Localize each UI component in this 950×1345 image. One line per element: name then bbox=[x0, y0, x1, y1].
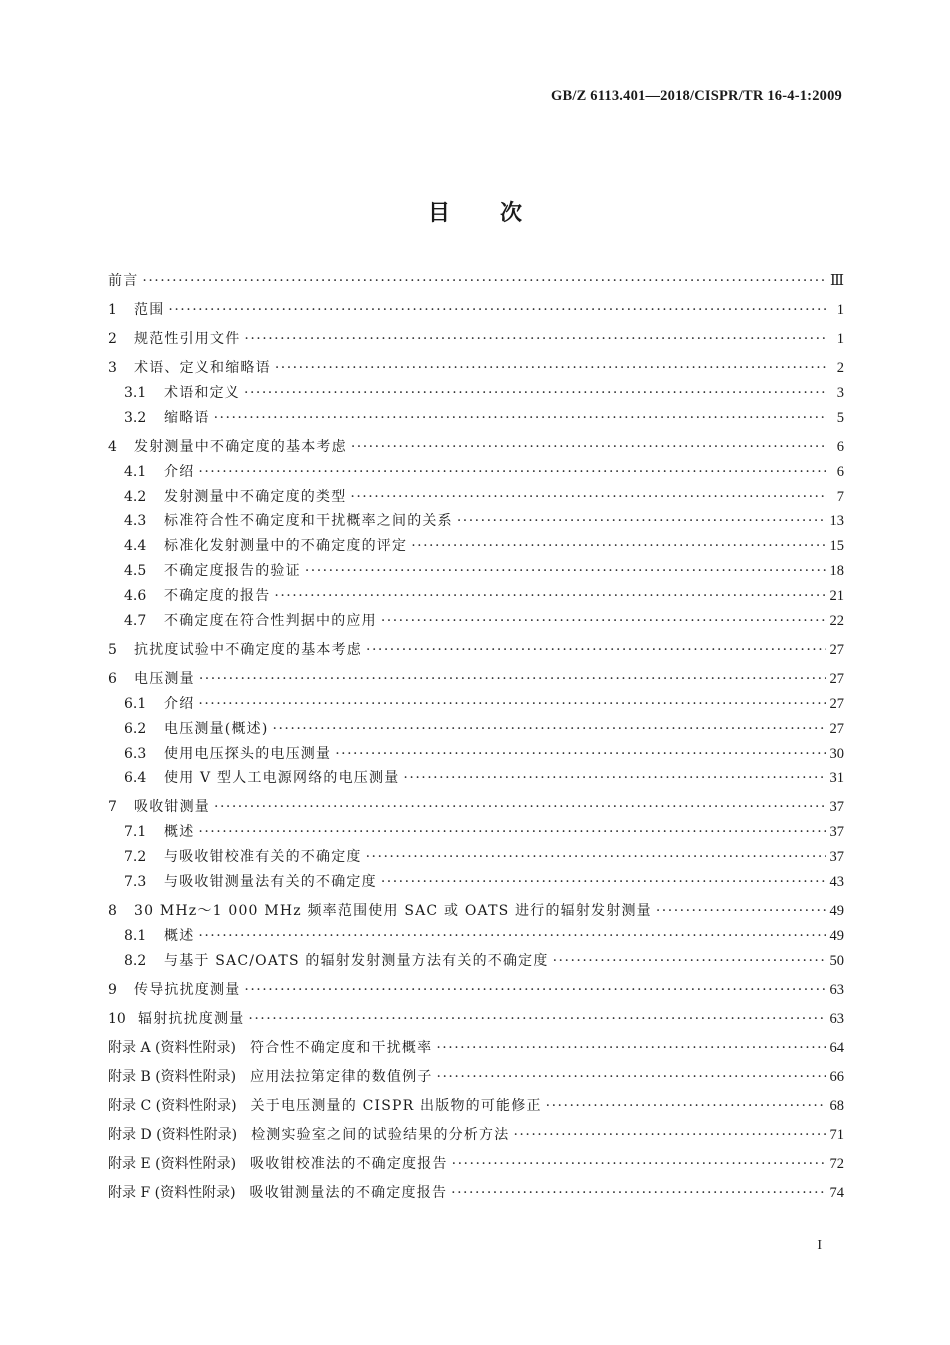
toc-entry-page: 37 bbox=[829, 849, 844, 866]
toc-entry-page: 1 bbox=[836, 301, 844, 318]
toc-entry-title: 电压测量 bbox=[134, 670, 195, 687]
toc-entry-number: 附录 F (资料性附录) bbox=[108, 1184, 236, 1201]
toc-leader-dots bbox=[335, 746, 825, 762]
toc-entry-number: 3 bbox=[108, 359, 117, 376]
toc-leader-dots bbox=[244, 385, 826, 401]
toc-entry-page: 63 bbox=[829, 1010, 844, 1027]
toc-entry-number: 4.3 bbox=[124, 513, 147, 530]
toc-entry-number: 附录 B (资料性附录) bbox=[108, 1068, 237, 1085]
toc-entry-title: 关于电压测量的 CISPR 出版物的可能修正 bbox=[250, 1097, 542, 1114]
toc-entry[interactable] bbox=[108, 693, 844, 718]
toc-entry-number: 6.3 bbox=[124, 745, 147, 762]
title-char-2: 次 bbox=[500, 201, 523, 226]
toc-entry-number: 附录 C (资料性附录) bbox=[108, 1097, 237, 1114]
toc-entry-number: 4.4 bbox=[124, 538, 147, 555]
toc-entry[interactable] bbox=[108, 436, 844, 461]
toc-entry-title: 术语和定义 bbox=[164, 384, 240, 401]
toc-entry-number: 6.2 bbox=[124, 720, 147, 737]
toc-entry[interactable] bbox=[108, 1037, 844, 1062]
toc-entry[interactable] bbox=[108, 796, 844, 821]
toc-entry-page: 6 bbox=[836, 463, 844, 480]
toc-entry-number: 6.4 bbox=[124, 770, 147, 787]
toc-entry-page: 43 bbox=[829, 874, 844, 891]
toc-entry-title: 传导抗扰度测量 bbox=[134, 981, 241, 998]
toc-leader-dots bbox=[244, 982, 825, 998]
toc-entry[interactable] bbox=[108, 1182, 844, 1207]
toc-entry[interactable] bbox=[108, 1124, 844, 1149]
toc-entry-number: 6.1 bbox=[124, 695, 147, 712]
toc-leader-dots bbox=[553, 953, 826, 969]
toc-leader-dots bbox=[168, 302, 826, 318]
toc-entry[interactable] bbox=[108, 900, 844, 925]
toc-entry[interactable] bbox=[108, 1066, 844, 1091]
toc-entry-number: 4.2 bbox=[124, 488, 147, 505]
toc-leader-dots bbox=[513, 1127, 825, 1143]
toc-entry[interactable] bbox=[108, 270, 844, 295]
toc-leader-dots bbox=[546, 1098, 826, 1114]
toc-entry-page: 72 bbox=[829, 1155, 844, 1172]
toc-entry-page: 49 bbox=[829, 903, 844, 920]
toc-entry-title: 发射测量中不确定度的类型 bbox=[164, 488, 347, 505]
toc-entry-page: 3 bbox=[836, 384, 844, 401]
toc-entry-title: 范围 bbox=[134, 301, 165, 318]
toc-entry-number: 4.6 bbox=[124, 588, 147, 605]
toc-entry-title: 标准符合性不确定度和干扰概率之间的关系 bbox=[164, 513, 453, 530]
toc-leader-dots bbox=[457, 513, 826, 529]
toc-entry-page: 18 bbox=[829, 563, 844, 580]
toc-entry[interactable] bbox=[108, 979, 844, 1004]
toc-entry-page: 64 bbox=[829, 1039, 844, 1056]
page-title bbox=[0, 196, 950, 227]
toc-leader-dots bbox=[656, 903, 826, 919]
toc-entry-title: 规范性引用文件 bbox=[134, 330, 241, 347]
toc-entry-page: 15 bbox=[829, 538, 844, 555]
toc-leader-dots bbox=[244, 331, 826, 347]
toc-entry-title: 30 MHz～1 000 MHz 频率范围使用 SAC 或 OATS 进行的辐射发射测量 bbox=[134, 903, 652, 920]
toc-entry-page: 27 bbox=[829, 695, 844, 712]
toc-entry-title: 不确定度的报告 bbox=[164, 588, 271, 605]
toc-entry[interactable] bbox=[108, 718, 844, 743]
toc-entry-number: 7.2 bbox=[124, 849, 147, 866]
toc-entry-page: 63 bbox=[829, 981, 844, 998]
toc-leader-dots bbox=[381, 613, 826, 629]
toc-entry-number: 7.3 bbox=[124, 874, 147, 891]
toc-leader-dots bbox=[366, 642, 826, 658]
toc-entry-title: 符合性不确定度和干扰概率 bbox=[249, 1039, 433, 1056]
toc-leader-dots bbox=[351, 439, 826, 455]
toc-entry-page: 31 bbox=[829, 770, 844, 787]
toc-leader-dots bbox=[214, 799, 826, 815]
toc-entry-number: 8.1 bbox=[124, 928, 147, 945]
toc-entry-number: 7 bbox=[108, 799, 117, 816]
toc-entry-page: 50 bbox=[829, 952, 844, 969]
toc-leader-dots bbox=[451, 1185, 825, 1201]
toc-entry-title: 不确定度在符合性判据中的应用 bbox=[164, 612, 377, 629]
toc-entry[interactable] bbox=[108, 510, 844, 535]
toc-entry[interactable] bbox=[108, 743, 844, 768]
toc-entry-number: 附录 D (资料性附录) bbox=[108, 1126, 238, 1143]
toc-entry-page: 27 bbox=[829, 720, 844, 737]
toc-entry-title: 概述 bbox=[164, 928, 195, 945]
toc-leader-dots bbox=[274, 588, 825, 604]
toc-entry-number: 5 bbox=[108, 641, 117, 658]
toc-entry[interactable] bbox=[108, 486, 844, 511]
toc-leader-dots bbox=[275, 360, 826, 376]
toc-entry[interactable] bbox=[108, 925, 844, 950]
toc-entry[interactable] bbox=[108, 610, 844, 635]
toc-entry-title: 不确定度报告的验证 bbox=[164, 563, 301, 580]
toc-leader-dots bbox=[350, 489, 826, 505]
toc-entry[interactable] bbox=[108, 382, 844, 407]
toc-entry-page: 71 bbox=[829, 1126, 844, 1143]
toc-entry-page: 30 bbox=[829, 745, 844, 762]
toc-entry[interactable] bbox=[108, 328, 844, 353]
toc-entry-number: 附录 E (资料性附录) bbox=[108, 1155, 237, 1172]
toc-entry-page: 37 bbox=[829, 824, 844, 841]
toc-entry[interactable] bbox=[108, 560, 844, 585]
toc-leader-dots bbox=[199, 671, 826, 687]
toc-entry-number: 7.1 bbox=[124, 824, 147, 841]
toc-entry-number: 4 bbox=[108, 438, 117, 455]
toc-entry-number: 10 bbox=[108, 1010, 126, 1027]
toc-entry[interactable] bbox=[108, 535, 844, 560]
toc-entry-page: 22 bbox=[829, 612, 844, 629]
toc-leader-dots bbox=[214, 410, 826, 426]
toc-leader-dots bbox=[403, 770, 825, 786]
toc-entry-title: 电压测量(概述) bbox=[164, 720, 269, 737]
table-of-contents bbox=[108, 270, 844, 1207]
toc-entry-page: 68 bbox=[829, 1097, 844, 1114]
toc-leader-dots bbox=[248, 1011, 825, 1027]
toc-entry[interactable] bbox=[108, 821, 844, 846]
toc-leader-dots bbox=[437, 1069, 826, 1085]
toc-entry[interactable] bbox=[108, 407, 844, 432]
toc-entry[interactable] bbox=[108, 585, 844, 610]
toc-entry[interactable] bbox=[108, 668, 844, 693]
toc-entry-number: 8 bbox=[108, 903, 117, 920]
toc-entry-title: 使用 V 型人工电源网络的电压测量 bbox=[164, 770, 400, 787]
toc-entry-page: 13 bbox=[829, 513, 844, 530]
toc-entry-page: 49 bbox=[829, 928, 844, 945]
toc-entry-title: 吸收钳校准法的不确定度报告 bbox=[250, 1155, 448, 1172]
toc-entry-number: 附录 A (资料性附录) bbox=[108, 1039, 236, 1056]
toc-entry-page: 37 bbox=[829, 799, 844, 816]
toc-entry-title: 与吸收钳校准有关的不确定度 bbox=[164, 849, 362, 866]
toc-entry-title: 辐射抗扰度测量 bbox=[138, 1010, 245, 1027]
toc-leader-dots bbox=[198, 696, 825, 712]
toc-entry-page: 21 bbox=[829, 588, 844, 605]
toc-leader-dots bbox=[366, 849, 826, 865]
toc-entry[interactable] bbox=[108, 461, 844, 486]
toc-leader-dots bbox=[452, 1156, 826, 1172]
toc-entry-title: 使用电压探头的电压测量 bbox=[164, 745, 332, 762]
toc-entry[interactable] bbox=[108, 299, 844, 324]
toc-entry-title: 前言 bbox=[108, 273, 139, 289]
toc-entry-title: 抗扰度试验中不确定度的基本考虑 bbox=[134, 641, 362, 658]
toc-entry-title: 发射测量中不确定度的基本考虑 bbox=[134, 438, 347, 455]
toc-entry-page: 27 bbox=[829, 641, 844, 658]
toc-entry-page: Ⅲ bbox=[830, 273, 844, 289]
toc-entry[interactable] bbox=[108, 1095, 844, 1120]
toc-entry[interactable] bbox=[108, 871, 844, 896]
toc-entry-title: 介绍 bbox=[164, 463, 195, 480]
toc-entry-number: 4.1 bbox=[124, 463, 147, 480]
toc-leader-dots bbox=[436, 1040, 825, 1056]
toc-entry-page: 27 bbox=[829, 670, 844, 687]
title-char-1: 目 bbox=[427, 201, 450, 226]
toc-entry-page: 5 bbox=[836, 409, 844, 426]
toc-entry-title: 与基于 SAC/OATS 的辐射发射测量方法有关的不确定度 bbox=[164, 952, 549, 969]
toc-entry[interactable] bbox=[108, 1008, 844, 1033]
toc-entry-title: 吸收钳测量 bbox=[134, 799, 210, 816]
toc-entry-page: 66 bbox=[829, 1068, 844, 1085]
toc-entry-number: 4.5 bbox=[124, 563, 147, 580]
toc-leader-dots bbox=[198, 824, 825, 840]
toc-entry-title: 吸收钳测量法的不确定度报告 bbox=[249, 1184, 448, 1201]
toc-entry-number: 4.7 bbox=[124, 612, 147, 629]
toc-entry-page: 74 bbox=[829, 1184, 844, 1201]
toc-entry-number: 6 bbox=[108, 670, 117, 687]
toc-entry[interactable] bbox=[108, 950, 844, 975]
toc-entry[interactable] bbox=[108, 639, 844, 664]
toc-entry-page: 7 bbox=[836, 488, 844, 505]
toc-entry-title: 应用法拉第定律的数值例子 bbox=[250, 1068, 433, 1085]
toc-entry-page: 1 bbox=[836, 330, 844, 347]
toc-entry-title: 介绍 bbox=[164, 695, 195, 712]
toc-entry[interactable] bbox=[108, 767, 844, 792]
toc-entry-title: 标准化发射测量中的不确定度的评定 bbox=[164, 538, 408, 555]
toc-entry-title: 缩略语 bbox=[164, 409, 210, 426]
standard-code: GB/Z 6113.401—2018/CISPR/TR 16-4-1:2009 bbox=[551, 88, 842, 104]
toc-leader-dots bbox=[411, 538, 825, 554]
toc-entry-page: 2 bbox=[836, 359, 844, 376]
toc-leader-dots bbox=[305, 563, 826, 579]
toc-entry-title: 检测实验室之间的试验结果的分析方法 bbox=[251, 1126, 510, 1143]
toc-entry-number: 3.2 bbox=[124, 409, 147, 426]
page-number: I bbox=[817, 1238, 822, 1253]
toc-entry-number: 1 bbox=[108, 301, 117, 318]
toc-entry-number: 9 bbox=[108, 981, 117, 998]
toc-leader-dots bbox=[198, 928, 825, 944]
toc-entry-title: 术语、定义和缩略语 bbox=[134, 359, 271, 376]
toc-entry-title: 与吸收钳测量法有关的不确定度 bbox=[164, 874, 377, 891]
toc-leader-dots bbox=[381, 874, 826, 890]
toc-entry-title: 概述 bbox=[164, 824, 195, 841]
toc-entry-page: 6 bbox=[836, 438, 844, 455]
toc-entry-number: 2 bbox=[108, 330, 117, 347]
toc-entry[interactable] bbox=[108, 1153, 844, 1178]
toc-entry-number: 3.1 bbox=[124, 384, 147, 401]
toc-entry[interactable] bbox=[108, 846, 844, 871]
toc-leader-dots bbox=[142, 273, 826, 289]
toc-entry-number: 8.2 bbox=[124, 952, 147, 969]
toc-leader-dots bbox=[273, 721, 826, 737]
toc-leader-dots bbox=[198, 464, 826, 480]
toc-entry[interactable] bbox=[108, 357, 844, 382]
